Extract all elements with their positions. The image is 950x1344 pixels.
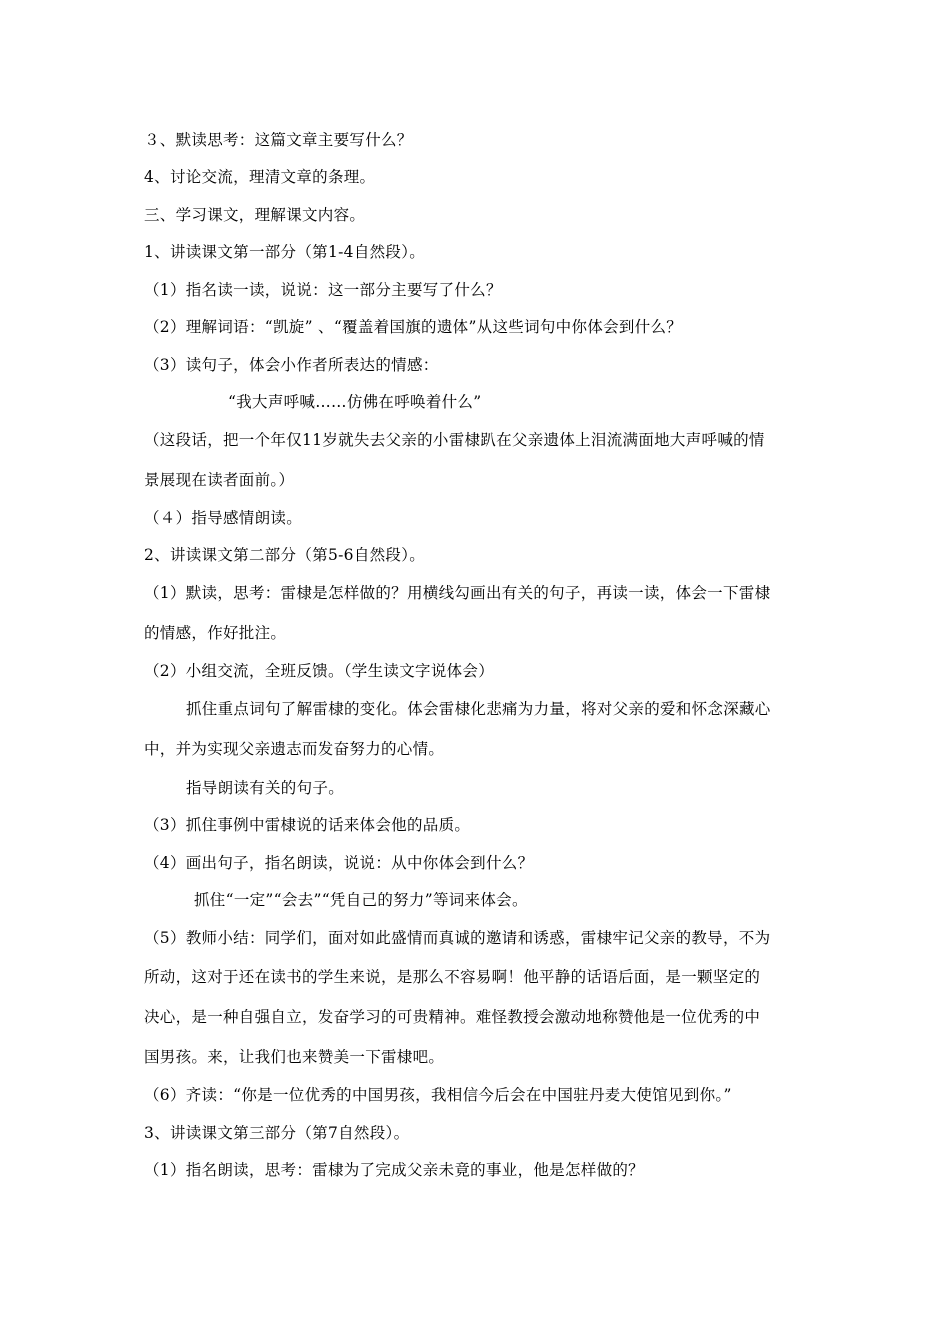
- text-line: 1、讲读课文第一部分（第1-4自然段）。: [144, 243, 426, 261]
- section-heading: 三、学习课文，理解课文内容。: [144, 206, 366, 224]
- text-line: （1）指名朗读，思考：雷棣为了完成父亲未竟的事业，他是怎样做的？: [144, 1161, 644, 1179]
- text-line: （6）齐读：“你是一位优秀的中国男孩，我相信今后会在中国驻丹麦大使馆见到你。”: [144, 1086, 732, 1104]
- text-line: （1）指名读一读，说说：这一部分主要写了什么？: [144, 281, 502, 299]
- text-line: 2、讲读课文第二部分（第5-6自然段）。: [144, 546, 426, 564]
- text-line: （5）教师小结：同学们，面对如此盛情而真诚的邀请和诱惑，雷棣牢记父亲的教导，不为: [144, 929, 771, 947]
- text-line: 指导朗读有关的句子。: [186, 779, 345, 797]
- text-line: （这段话，把一个年仅11岁就失去父亲的小雷棣趴在父亲遗体上泪流满面地大声呼喊的情: [144, 431, 765, 449]
- text-line: 抓住重点词句了解雷棣的变化。体会雷棣化悲痛为力量，将对父亲的爱和怀念深藏心: [186, 700, 771, 718]
- text-line: 抓住“一定”“会去”“凭自己的努力”等词来体会。: [194, 891, 528, 909]
- text-line: （2）小组交流，全班反馈。（学生读文字说体会）: [144, 662, 495, 680]
- text-line: （3）抓住事例中雷棣说的话来体会他的品质。: [144, 816, 471, 834]
- text-line: （1）默读，思考：雷棣是怎样做的？用横线勾画出有关的句子，再读一读，体会一下雷棣: [144, 584, 771, 602]
- text-line: 3、讲读课文第三部分（第7自然段）。: [144, 1124, 410, 1142]
- text-line: 的情感，作好批注。: [144, 624, 287, 642]
- text-line: （4）画出句子，指名朗读，说说：从中你体会到什么？: [144, 854, 534, 872]
- text-line: 中，并为实现父亲遗志而发奋努力的心情。: [144, 740, 445, 758]
- text-line: 所动，这对于还在读书的学生来说，是那么不容易啊！他平静的话语后面，是一颗坚定的: [144, 968, 761, 986]
- text-line: （3）读句子，体会小作者所表达的情感：: [144, 356, 439, 374]
- text-line: 国男孩。来，让我们也来赞美一下雷棣吧。: [144, 1048, 445, 1066]
- text-line: 景展现在读者面前。）: [144, 471, 295, 489]
- text-line: 决心，是一种自强自立，发奋学习的可贵精神。难怪教授会激动地称赞他是一位优秀的中: [144, 1008, 761, 1026]
- text-line: （2）理解词语：“凯旋” 、“覆盖着国旗的遗体”从这些词句中你体会到什么？: [144, 318, 683, 336]
- text-line: ３、默读思考：这篇文章主要写什么？: [144, 131, 413, 149]
- text-line: 4、讨论交流，理清文章的条理。: [144, 168, 376, 186]
- text-line: （４）指导感情朗读。: [144, 509, 303, 527]
- quoted-sentence: “我大声呼喊……仿佛在呼唤着什么”: [228, 393, 482, 411]
